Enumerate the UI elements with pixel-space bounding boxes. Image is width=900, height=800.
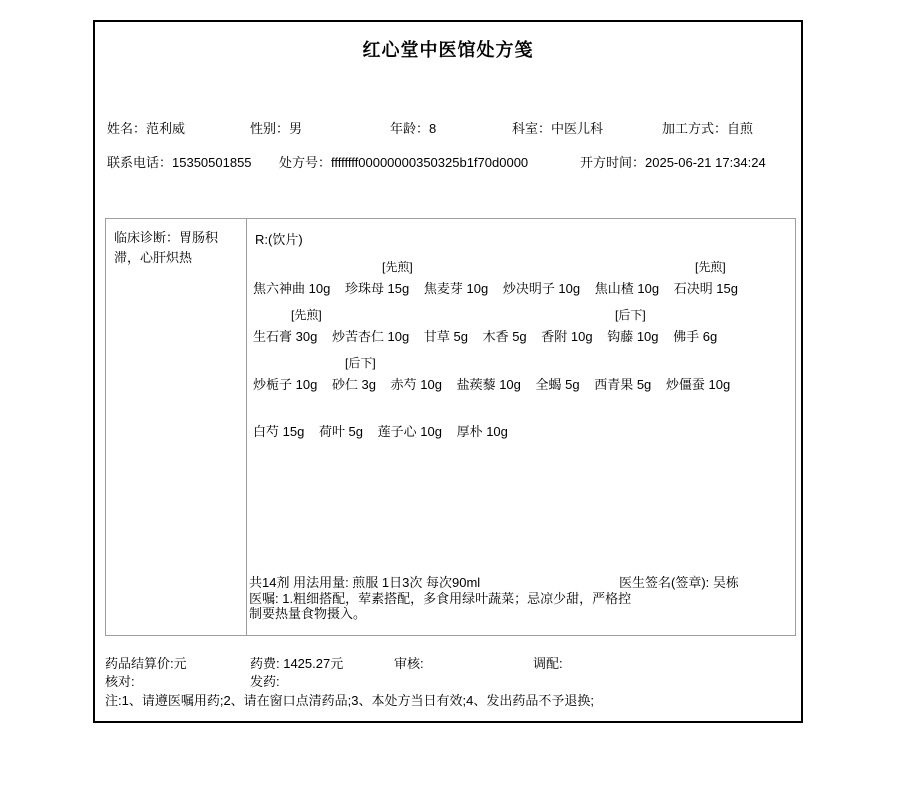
medicine-item: 炒僵蚕 10g: [665, 377, 731, 392]
doctor-signature: 医生签名(签章): 吴栋: [619, 575, 739, 590]
medicine-item: 甘草 5g: [423, 329, 468, 344]
medicine-item: 珍珠母 15g: [344, 281, 410, 296]
prescription-body-box: [105, 218, 796, 636]
medicine-item: 焦麦芽 10g: [423, 281, 489, 296]
medicine-item: 荷叶 5g: [318, 424, 364, 439]
processing-method: 加工方式：自煎: [662, 121, 754, 136]
issue-label: 发药:: [250, 674, 280, 689]
medicine-item: 赤芍 10g: [390, 377, 442, 392]
rx-header: R:(饮片): [255, 232, 303, 247]
decoction-tag: [先煎]: [695, 260, 726, 274]
medicine-item: 炒苦杏仁 10g: [331, 329, 410, 344]
medicine-item: 木香 5g: [482, 329, 527, 344]
prescription-number: 处方号：ffffffff00000000350325b1f70d0000: [279, 155, 529, 170]
medicine-item: 焦六神曲 10g: [253, 281, 331, 296]
decoction-tag: [先煎]: [382, 260, 413, 274]
review-label: 审核:: [394, 656, 424, 671]
medical-advice: 医嘱: 1.粗细搭配，荤素搭配，多食用绿叶蔬菜；忌凉少甜，严格控制要热量食物摄入。: [249, 591, 632, 621]
medicine-item: 全蝎 5g: [535, 377, 580, 392]
medicine-item: 西青果 5g: [594, 377, 652, 392]
medicine-item: 钩藤 10g: [607, 329, 659, 344]
contact-phone: 联系电话：15350501855: [107, 155, 252, 170]
medicine-fee: 药费: 1425.27元: [250, 656, 344, 671]
medicine-item: 莲子心 10g: [377, 424, 442, 439]
patient-age: 年龄：8: [390, 121, 437, 136]
medicine-item: 砂仁 3g: [331, 377, 377, 392]
prescription-page: [93, 20, 803, 723]
medicine-item: 香附 10g: [541, 329, 593, 344]
department: 科室：中医儿科: [512, 121, 604, 136]
medicine-line: [253, 421, 519, 440]
medicine-item: 佛手 6g: [673, 329, 718, 344]
footer-note: 注:1、请遵医嘱用药;2、请在窗口点清药品;3、本处方当日有效;4、发出药品不予退换;: [105, 693, 594, 708]
medicine-item: 炒决明子 10g: [502, 281, 581, 296]
medicine-line: [253, 374, 741, 393]
medicine-item: 白芍 15g: [253, 424, 305, 439]
settlement-price-label: 药品结算价:元: [105, 656, 187, 671]
medicine-item: 生石膏 30g: [253, 329, 318, 344]
medicine-area: [247, 219, 795, 635]
medicine-item: 盐蒺藜 10g: [456, 377, 521, 392]
medicine-item: 焦山楂 10g: [594, 281, 660, 296]
clinical-diagnosis: 临床诊断：胃肠积滞，心肝炽热: [106, 219, 247, 635]
check-label: 核对:: [105, 674, 135, 689]
dosage-summary: 共14剂 用法用量: 煎服 1日3次 每次90ml: [249, 575, 481, 590]
medicine-item: 炒栀子 10g: [253, 377, 318, 392]
decoction-tag: [后下]: [345, 356, 376, 370]
prescription-title: 红心堂中医馆处方笺: [362, 40, 534, 60]
prescription-time: 开方时间：2025-06-21 17:34:24: [580, 155, 766, 170]
medicine-line: [253, 278, 749, 297]
decoction-tag: [先煎]: [291, 308, 322, 322]
dispense-prepare-label: 调配:: [533, 656, 563, 671]
patient-gender: 性别：男: [250, 121, 303, 136]
medicine-line: [253, 326, 728, 345]
patient-name: 姓名：范利威: [107, 121, 186, 136]
medicine-item: 厚朴 10g: [456, 424, 508, 439]
medicine-item: 石决明 15g: [673, 281, 738, 296]
decoction-tag: [后下]: [615, 308, 646, 322]
